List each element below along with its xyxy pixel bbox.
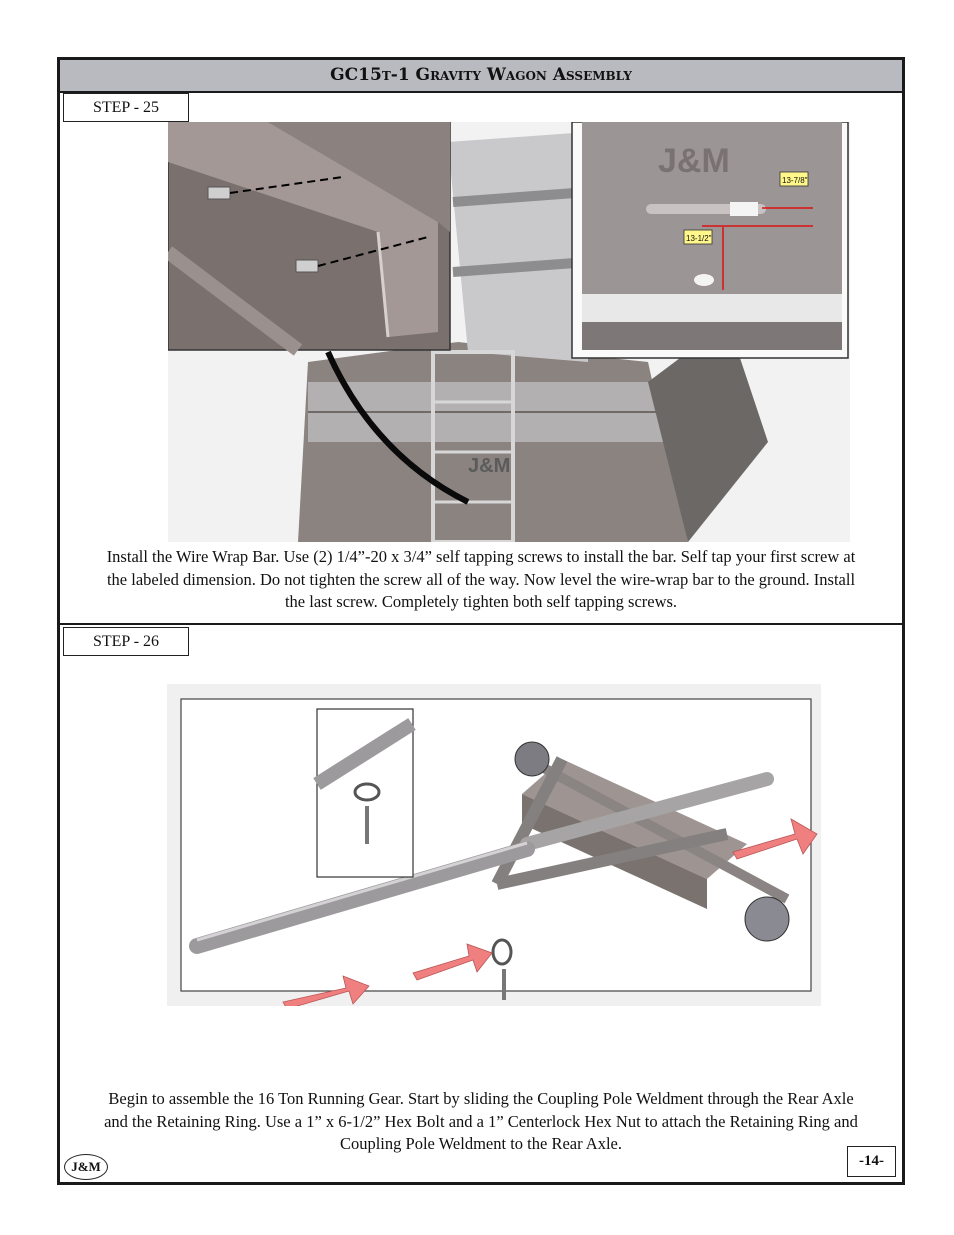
title-suffix: t-1 Gravity Wagon Assembly [381, 65, 632, 85]
dimension-label-b: 13-1/2" [686, 234, 712, 243]
step-26-label: STEP - 26 [63, 627, 189, 656]
wagon-interior [448, 132, 588, 362]
wheel-hub-rear [515, 742, 549, 776]
step-divider [60, 623, 902, 625]
brand-logo: J&M [64, 1154, 108, 1180]
step-26-caption: Begin to assemble the 16 Ton Running Gear. Start by sliding the Coupling Pole Weldment through the Rear Axle and the Retaining Ring. Use a 1” x 6-1/2” Hex Bolt and a 1” Centerlock Hex Nut to attach the Retaining Ring and Coupling Pole Weldment to the Rear Axle. [104, 1089, 858, 1153]
step-25-caption: Install the Wire Wrap Bar. Use (2) 1/4”-20 x 3/4” self tapping screws to install the bar. Self tap your first screw at the labeled dimension. Do not tighten the screw all of the way. Now level the wire-wrap bar to the ground. Install the last screw. Completely tighten both self tapping screws. [106, 547, 856, 611]
page-number: -14- [847, 1146, 896, 1177]
step-25-label: STEP - 25 [63, 93, 189, 122]
page-title [60, 60, 902, 93]
inset-brand-mark: J&M [658, 142, 730, 180]
dimension-label-a: 13-7/8" [782, 176, 808, 185]
page-frame [57, 57, 905, 1185]
step-25-illustration [168, 122, 850, 542]
wheel-hub-front [745, 897, 789, 941]
wagon-brand-mark: J&M [468, 455, 511, 477]
title-prefix: GC15 [330, 65, 382, 85]
step-26-illustration [167, 684, 821, 1006]
